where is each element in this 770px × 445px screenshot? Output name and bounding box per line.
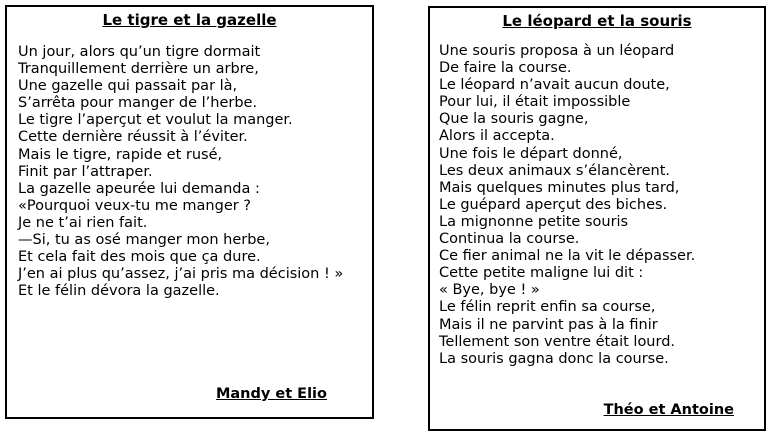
- poem-line: Un jour, alors qu’un tigre dormait: [18, 44, 261, 60]
- poem-line: Que la souris gagne,: [439, 111, 589, 128]
- poem-line: Les deux animaux s’élancèrent.: [439, 162, 671, 179]
- poem-line: Cette petite maligne lui dit :: [439, 265, 644, 282]
- poem-line: Le léopard n’avait aucun doute,: [439, 77, 670, 94]
- poem-line: Mais le tigre, rapide et rusé,: [18, 146, 223, 163]
- poem-line: Mais il ne parvint pas à la finir: [439, 316, 658, 333]
- poem-text: [18, 44, 343, 300]
- poem-line: Ce fier animal ne la vit le dépasser.: [439, 248, 696, 265]
- poem-line: Et le félin dévora la gazelle.: [18, 283, 220, 300]
- poem-line: «Pourquoi veux-tu me manger ?: [18, 197, 252, 214]
- poem-line: La gazelle apeurée lui demanda :: [18, 180, 260, 197]
- poem-line: « Bye, bye ! »: [439, 282, 540, 299]
- poem-text: [439, 43, 695, 368]
- poem-line: Le guépard aperçut des biches.: [439, 196, 668, 213]
- poem-line: Pour lui, il était impossible: [439, 94, 631, 111]
- poem-card-tigre-gazelle: [5, 5, 374, 419]
- poem-line: —Si, tu as osé manger mon herbe,: [18, 232, 270, 249]
- poem-line: Je ne t’ai rien fait.: [18, 214, 148, 231]
- poem-card-leopard-souris: [428, 6, 766, 431]
- poem-line: Mais quelques minutes plus tard,: [439, 179, 680, 196]
- poem-line: Tranquillement derrière un arbre,: [18, 61, 259, 78]
- poem-line: Tellement son ventre était lourd.: [439, 333, 676, 350]
- poem-line: Continua la course.: [439, 231, 580, 248]
- poem-line: La souris gagna donc la course.: [439, 350, 669, 367]
- poem-line: Une fois le départ donné,: [439, 145, 623, 162]
- poem-line: Et cela fait des mois que ça dure.: [18, 249, 261, 266]
- poem-line: Cette dernière réussit à l’éviter.: [18, 129, 248, 146]
- poem-line: Le félin reprit enfin sa course,: [439, 299, 656, 316]
- poem-authors: Théo et Antoine: [603, 402, 734, 418]
- poem-line: Une gazelle qui passait par là,: [18, 78, 238, 95]
- poem-title: Le tigre et la gazelle: [102, 11, 277, 29]
- poem-line: Finit par l’attraper.: [18, 163, 153, 180]
- poem-line: Le tigre l’aperçut et voulut la manger.: [18, 112, 293, 129]
- poem-line: S’arrêta pour manger de l’herbe.: [18, 95, 258, 112]
- poem-line: De faire la course.: [439, 60, 572, 77]
- poem-line: La mignonne petite souris: [439, 213, 629, 230]
- poem-title: Le léopard et la souris: [502, 12, 692, 30]
- poem-line: Alors il accepta.: [439, 128, 555, 145]
- poem-line: J’en ai plus qu’assez, j’ai pris ma décision ! »: [18, 266, 344, 283]
- poem-authors: Mandy et Elio: [215, 386, 327, 402]
- poem-line: Une souris proposa à un léopard: [439, 43, 675, 59]
